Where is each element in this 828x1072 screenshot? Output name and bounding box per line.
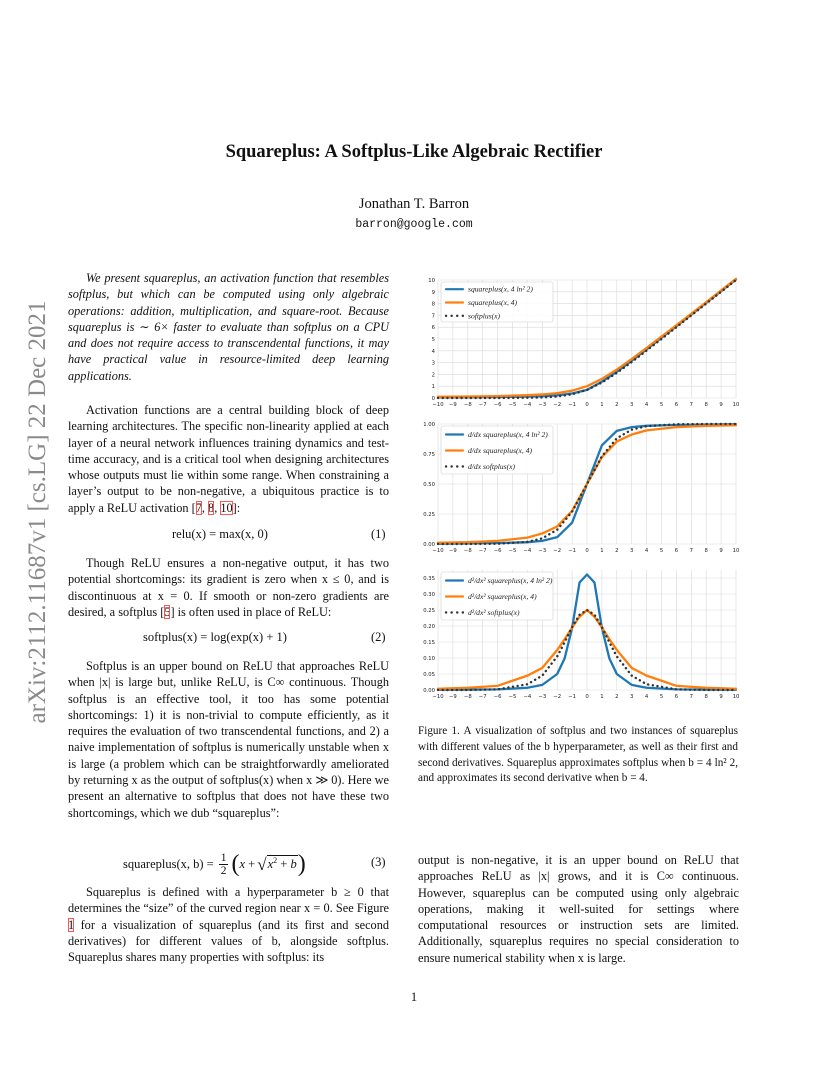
x-tick-label: 1 xyxy=(600,402,604,408)
x-tick-label: −1 xyxy=(568,548,577,554)
x-tick-label: −6 xyxy=(493,548,502,554)
x-tick-label: 6 xyxy=(674,694,679,700)
x-tick-label: 7 xyxy=(689,694,693,700)
y-tick-label: 0.50 xyxy=(423,482,435,488)
y-tick-label: 0.00 xyxy=(423,542,435,548)
legend-label: squareplus(x, 4) xyxy=(468,298,518,307)
paragraph-text: ] is often used in place of ReLU: xyxy=(170,604,332,619)
paper-title: Squareplus: A Softplus-Like Algebraic Rectifier xyxy=(225,142,603,162)
x-tick-label: 7 xyxy=(689,548,693,554)
square-root: √ $x^2 + b$ xyxy=(257,854,297,874)
arxiv-identifier[interactable]: arXiv:2112.11687v1 [cs.LG] 22 Dec 2021 xyxy=(24,300,51,724)
x-tick-label: 3 xyxy=(630,548,634,554)
x-tick-label: 10 xyxy=(732,402,740,408)
properties-paragraph: output is non-negative, it is an upper bound on ReLU that approaches ReLU as |x| grows, and it is C∞ continuous. However, squareplus can be computed using only algebraic operations, making it well-suited for settings where computational resources or instruction sets are limited. Additionally, squareplus requires no special consideration to ensure numerical stability when x is large. xyxy=(418,853,739,965)
x-tick-label: −3 xyxy=(538,694,547,700)
author-name: Jonathan T. Barron xyxy=(358,196,470,212)
x-tick-label: −9 xyxy=(448,402,457,408)
legend-label: d/dx softplus(x) xyxy=(468,462,516,471)
y-tick-label: 7 xyxy=(431,313,435,320)
abstract: We present squareplus, an activation function that resembles softplus, but which can be computed using only algebraic operations: addition, multiplication, and square-root. Because squareplus is ∼ 6× faster to evaluate than softplus on a CPU and does not require access to transcendental functions, it may have practical value in resource-limited deep learning applications. xyxy=(68,271,389,383)
x-tick-label: 8 xyxy=(704,694,708,700)
x-tick-label: 9 xyxy=(719,694,723,700)
citation-link[interactable]: 10 xyxy=(220,500,233,515)
x-tick-label: 8 xyxy=(704,548,708,554)
equation-number: (1) xyxy=(371,527,386,541)
x-tick-label: 0 xyxy=(585,694,589,700)
x-tick-label: −10 xyxy=(432,694,444,700)
x-tick-label: 0 xyxy=(585,402,589,408)
legend-label: d²/dx² softplus(x) xyxy=(468,608,520,617)
x-tick-label: 6 xyxy=(674,548,679,554)
y-tick-label: 3 xyxy=(431,360,435,367)
equation-number: (3) xyxy=(371,855,386,869)
x-tick-label: 2 xyxy=(615,402,619,408)
legend-label: d²/dx² squareplus(x, 4 ln² 2) xyxy=(468,576,553,585)
y-tick-label: 5 xyxy=(431,337,435,343)
chart-second-derivative xyxy=(418,566,740,706)
x-tick-label: −4 xyxy=(523,694,532,700)
x-tick-label: −8 xyxy=(463,694,472,700)
y-tick-label: 0.25 xyxy=(423,608,435,614)
intro-paragraph: Activation functions are a central building block of deep learning architectures. The specific non-linearity applied at each layer of a neural network influences training dynamics and test-time accuracy, and is a critical tool when designing architectures whose outputs must lie within some range. When constraining a layer’s output to be non-negative, a ubiquitous practice is to apply a ReLU activation [7, 8, 10]: xyxy=(68,403,389,515)
x-tick-label: −2 xyxy=(553,548,562,554)
fraction-half: $\frac{1}{2}$ xyxy=(220,851,227,877)
legend-label: d²/dx² squareplus(x, 4) xyxy=(468,592,537,601)
softplus-paragraph: Softplus is an upper bound on ReLU that approaches ReLU when |x| is large but, unlike ReLU, is C∞ continuous. Though softplus is an effective tool, it too has some potential shortcomings: 1) it is non-trivial to compute efficiently, as it requires the evaluation of two transcendental functions, and 2) a naive implementation of softplus is numerically unstable when x is large (a problem which can be straightforwardly ameliorated by returning x as the output of softplus(x) when x ≫ 0). Here we present an alternative to softplus that does not have these two shortcomings, which we dub “squareplus”: xyxy=(68,659,389,820)
legend-label: softplus(x) xyxy=(468,311,501,321)
citation-link[interactable]: 5 xyxy=(164,604,171,619)
legend-label: squareplus(x, 4 ln² 2) xyxy=(468,284,533,294)
x-tick-label: 9 xyxy=(719,402,723,408)
intro-text: Activation functions are a central building block of deep learning architectures. The specific non-linearity applied at each layer of a neural network influences training dynamics and test-time accuracy, and is a critical tool when designing architectures whose outputs must lie within some range. When constraining a layer’s output to be non-negative, a ubiquitous practice is to apply a ReLU activation [ xyxy=(68,403,389,515)
y-tick-label: 0.10 xyxy=(423,656,435,662)
equation-squareplus: squareplus(x, b) = $\frac{1}{2}$ ( x + √ $x^2 + b$ ) xyxy=(123,851,306,877)
figure-panel-second-derivative xyxy=(418,566,740,706)
y-tick-label: 1.00 xyxy=(423,422,435,428)
figure-caption: Figure 1. A visualization of softplus and two instances of squareplus with different values of the b hyperparameter, as well as their first and second derivatives. Squareplus approximates softplus when b = 4 ln² 2, and approximates its second derivative when b = 4. xyxy=(418,725,738,785)
y-tick-label: 0.00 xyxy=(423,688,435,694)
x-tick-label: 5 xyxy=(659,402,664,408)
x-tick-label: −4 xyxy=(523,548,532,554)
equation-softplus: softplus(x) = log(exp(x) + 1) xyxy=(143,630,287,644)
x-tick-label: −6 xyxy=(493,402,502,408)
x-tick-label: 7 xyxy=(689,402,693,408)
x-tick-label: −6 xyxy=(493,694,502,700)
x-tick-label: 10 xyxy=(732,548,740,554)
relu-shortcomings-paragraph xyxy=(68,555,389,620)
y-tick-label: 0.25 xyxy=(423,512,435,518)
x-tick-label: −5 xyxy=(508,548,517,554)
paragraph-text: Though ReLU ensures a non-negative output, it has two potential shortcomings: its gradient is zero when x ≤ 0, and is discontinuous at x = 0. If smooth or non-zero gradients are desired, a softplus [ xyxy=(68,556,389,619)
x-tick-label: −10 xyxy=(432,402,444,408)
figure-panel-squareplus xyxy=(418,276,740,414)
x-tick-label: −8 xyxy=(463,548,472,554)
paragraph-text: Squareplus is defined with a hyperparameter b ≥ 0 that determines the “size” of the curved region near x = 0. See Figure xyxy=(68,885,389,916)
x-tick-label: 4 xyxy=(644,548,649,554)
equation-number: (2) xyxy=(371,630,386,644)
author-email[interactable]: barron@google.com xyxy=(355,218,473,231)
figure-link[interactable]: 1 xyxy=(68,917,75,932)
x-tick-label: 4 xyxy=(644,694,649,700)
squareplus-definition-paragraph xyxy=(68,884,389,965)
x-tick-label: −3 xyxy=(538,402,547,408)
y-tick-label: 0 xyxy=(431,396,435,402)
x-tick-label: −5 xyxy=(508,694,517,700)
citation-link[interactable]: 7 xyxy=(195,500,202,515)
y-tick-label: 0.15 xyxy=(423,640,435,646)
y-tick-label: 8 xyxy=(431,301,435,308)
x-tick-label: −1 xyxy=(568,694,577,700)
y-tick-label: 0.05 xyxy=(423,672,435,678)
legend-label: d/dx squareplus(x, 4 ln² 2) xyxy=(468,430,548,439)
legend-label: d/dx squareplus(x, 4) xyxy=(468,446,533,455)
x-tick-label: −2 xyxy=(553,402,562,408)
x-tick-label: 5 xyxy=(659,694,664,700)
equation-relu: relu(x) = max(x, 0) xyxy=(172,527,268,541)
x-tick-label: −9 xyxy=(448,694,457,700)
x-tick-label: −10 xyxy=(432,548,444,554)
y-tick-label: 2 xyxy=(431,372,435,379)
x-tick-label: 4 xyxy=(644,402,649,408)
x-tick-label: −3 xyxy=(538,548,547,554)
citation-link[interactable]: 8 xyxy=(208,500,215,515)
x-tick-label: 0 xyxy=(585,548,589,554)
y-tick-label: 10 xyxy=(428,278,435,284)
y-tick-label: 0.75 xyxy=(423,452,435,458)
chart-squareplus xyxy=(418,276,740,414)
y-tick-label: 0.20 xyxy=(423,624,435,630)
intro-text-end: ]: xyxy=(232,500,241,515)
x-tick-label: −5 xyxy=(508,402,517,408)
y-tick-label: 4 xyxy=(431,348,435,355)
x-tick-label: 1 xyxy=(600,548,604,554)
x-tick-label: 8 xyxy=(704,402,708,408)
figure-panel-first-derivative xyxy=(418,420,740,560)
x-tick-label: 6 xyxy=(674,402,679,408)
x-tick-label: −8 xyxy=(463,402,472,408)
x-tick-label: −9 xyxy=(448,548,457,554)
paragraph-text: for a visualization of squareplus (and its first and second derivatives) for different values of b, alongside softplus. Squareplus shares many properties with softplus: its xyxy=(68,917,389,965)
x-tick-label: 1 xyxy=(600,694,604,700)
x-tick-label: 5 xyxy=(659,548,664,554)
x-tick-label: −4 xyxy=(523,402,532,408)
y-tick-label: 0.35 xyxy=(423,576,435,582)
chart-first-derivative xyxy=(418,420,740,560)
x-tick-label: 10 xyxy=(732,694,740,700)
x-tick-label: 2 xyxy=(615,548,619,554)
equation-lhs: squareplus(x, b) = xyxy=(123,856,214,871)
y-tick-label: 1 xyxy=(431,384,435,391)
page-number: 1 xyxy=(410,990,418,1004)
x-tick-label: −2 xyxy=(553,694,562,700)
x-tick-label: 3 xyxy=(630,694,634,700)
x-tick-label: −7 xyxy=(478,402,487,408)
y-tick-label: 0.30 xyxy=(423,592,435,598)
x-tick-label: −1 xyxy=(568,402,577,408)
x-tick-label: 2 xyxy=(615,694,619,700)
y-tick-label: 6 xyxy=(431,325,435,332)
x-tick-label: 3 xyxy=(630,402,634,408)
x-tick-label: −7 xyxy=(478,548,487,554)
y-tick-label: 9 xyxy=(431,289,435,296)
x-tick-label: −7 xyxy=(478,694,487,700)
x-tick-label: 9 xyxy=(719,548,723,554)
